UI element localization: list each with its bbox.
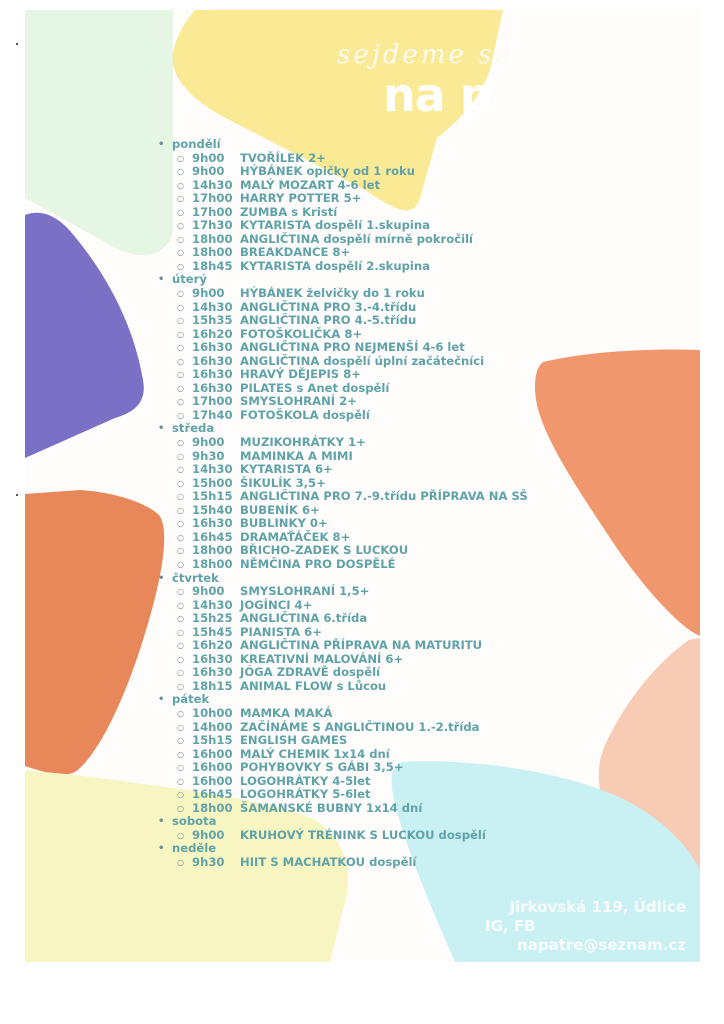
entry-activity: FOTOŠKOLIČKA 8+ (240, 326, 363, 341)
entry-activity: ANGLIČTINA PRO 4.-5.třídu (240, 313, 417, 328)
entry-time: 17h40 (192, 407, 233, 422)
circle-bullet-icon: ○ (177, 532, 184, 542)
circle-bullet-icon: ○ (177, 180, 184, 190)
circle-bullet-icon: ○ (177, 546, 184, 556)
entry-time: 18h00 (192, 543, 233, 558)
entry-time: 10h00 (192, 705, 233, 720)
entry-time: 14h00 (192, 719, 233, 734)
orange-blob (25, 490, 164, 774)
entry-activity: BUBLINKY 0+ (240, 516, 328, 531)
schedule-entry (158, 233, 698, 247)
entry-time: 9h00 (192, 827, 225, 842)
entry-time: 18h45 (192, 258, 233, 273)
schedule-entry (158, 585, 698, 599)
circle-bullet-icon: ○ (177, 668, 184, 678)
entry-time: 15h15 (192, 489, 233, 504)
day-name: neděle (172, 841, 217, 856)
circle-bullet-icon: ○ (177, 492, 184, 502)
bullet-icon: • (158, 816, 165, 828)
schedule-entry (158, 517, 698, 531)
schedule-entry (158, 748, 698, 762)
schedule-entry (158, 761, 698, 775)
schedule-entry (158, 206, 698, 220)
entry-activity: KYTARISTA dospělí 1.skupina (240, 218, 430, 233)
entry-time: 16h20 (192, 326, 233, 341)
entry-time: 16h20 (192, 638, 233, 653)
schedule-entry (158, 463, 698, 477)
entry-activity: KRUHOVÝ TRÉNINK S LUCKOU dospělí (240, 827, 486, 842)
circle-bullet-icon: ○ (177, 600, 184, 610)
schedule-entry (158, 680, 698, 694)
entry-time: 16h30 (192, 367, 233, 382)
entry-activity: HÝBÁNEK želvičky do 1 roku (240, 286, 425, 301)
schedule-entry (158, 707, 698, 721)
schedule-entry (158, 314, 698, 328)
schedule-entry (158, 599, 698, 613)
entry-time: 14h30 (192, 597, 233, 612)
circle-bullet-icon: ○ (177, 749, 184, 759)
circle-bullet-icon: ○ (177, 708, 184, 718)
bullet-icon: • (158, 139, 165, 150)
schedule-entry (158, 639, 698, 653)
entry-time: 18h00 (192, 800, 233, 815)
entry-time: 15h25 (192, 611, 233, 626)
circle-bullet-icon: ○ (177, 356, 184, 366)
schedule-entry (158, 368, 698, 382)
entry-activity: TVOŘÍLEK 2+ (240, 150, 326, 165)
entry-time: 14h30 (192, 462, 233, 477)
schedule-entry (158, 612, 698, 626)
entry-time: 17h00 (192, 204, 233, 219)
circle-bullet-icon: ○ (177, 221, 184, 231)
circle-bullet-icon: ○ (177, 776, 184, 786)
poster (25, 10, 700, 962)
entry-time: 9h00 (192, 286, 225, 301)
schedule-entry (158, 179, 698, 193)
circle-bullet-icon: ○ (177, 261, 184, 271)
circle-bullet-icon: ○ (177, 194, 184, 204)
entry-activity: ANGLIČTINA PRO NEJMENŠÍ 4-6 let (240, 340, 465, 355)
entry-time: 15h15 (192, 733, 233, 748)
entry-time: 9h30 (192, 448, 225, 463)
entry-time: 15h45 (192, 624, 233, 639)
entry-time: 9h00 (192, 164, 225, 179)
circle-bullet-icon: ○ (177, 234, 184, 244)
schedule-entry (158, 219, 698, 233)
entry-time: 9h00 (192, 435, 225, 450)
entry-activity: ANGLIČTINA dospělí mírně pokročilí (240, 231, 474, 246)
entry-time: 16h30 (192, 353, 233, 368)
entry-activity: ŠAMANSKÉ BUBNY 1x14 dní (240, 800, 423, 815)
circle-bullet-icon: ○ (177, 410, 184, 420)
schedule-entry (158, 301, 698, 315)
entry-activity: KYTARISTA dospělí 2.skupina (240, 258, 430, 273)
footer-social: IG, FB (485, 917, 536, 935)
entry-activity: KYTARISTA 6+ (240, 462, 333, 477)
circle-bullet-icon: ○ (177, 736, 184, 746)
entry-activity: ANGLIČTINA 6.třída (240, 611, 368, 626)
entry-time: 16h45 (192, 787, 233, 802)
schedule-entry (158, 409, 698, 423)
entry-activity: ANGLIČTINA dospělí úplní začátečníci (240, 353, 485, 368)
circle-bullet-icon: ○ (177, 397, 184, 407)
entry-time: 9h00 (192, 584, 225, 599)
entry-time: 16h00 (192, 760, 233, 775)
weekly-schedule (158, 138, 698, 870)
day-name: čtvrtek (172, 570, 219, 585)
entry-activity: HIIT S MACHATKOU dospělí (240, 854, 417, 869)
entry-activity: JÓGA ZDRAVĚ dospělí (240, 665, 381, 680)
schedule-entry (158, 287, 698, 301)
schedule-entry (158, 721, 698, 735)
entry-activity: HRAVÝ DĚJEPIS 8+ (240, 367, 361, 382)
schedule-entry (158, 355, 698, 369)
circle-bullet-icon: ○ (177, 248, 184, 258)
entry-activity: ANGLIČTINA PRO 3.-4.třídu (240, 299, 417, 314)
schedule-entry (158, 734, 698, 748)
schedule-entry (158, 856, 698, 870)
circle-bullet-icon: ○ (177, 654, 184, 664)
entry-time: 15h00 (192, 475, 233, 490)
circle-bullet-icon: ○ (177, 830, 184, 840)
entry-activity: ZAČÍNÁME S ANGLIČTINOU 1.-2.třída (240, 719, 480, 734)
circle-bullet-icon: ○ (177, 289, 184, 299)
schedule-entry (158, 504, 698, 518)
circle-bullet-icon: ○ (177, 763, 184, 773)
entry-time: 16h30 (192, 665, 233, 680)
schedule-entry (158, 531, 698, 545)
circle-bullet-icon: ○ (177, 438, 184, 448)
schedule-entry (158, 152, 698, 166)
circle-bullet-icon: ○ (177, 641, 184, 651)
schedule-entry (158, 450, 698, 464)
day-name: sobota (172, 814, 217, 829)
entry-activity: ANGLIČTINA PRO 7.-9.třídu PŘÍPRAVA NA SŠ (240, 489, 528, 504)
entry-activity: LOGOHRÁTKY 5-6let (240, 787, 371, 802)
entry-activity: MALÝ MOZART 4-6 let (240, 177, 381, 192)
footer-email: napatre@seznam.cz (517, 936, 686, 954)
entry-time: 9h00 (192, 150, 225, 165)
entry-activity: HÝBÁNEK opičky od 1 roku (240, 164, 416, 179)
circle-bullet-icon: ○ (177, 587, 184, 597)
entry-time: 17h00 (192, 191, 233, 206)
circle-bullet-icon: ○ (177, 722, 184, 732)
circle-bullet-icon: ○ (177, 383, 184, 393)
entry-activity: MALÝ CHEMIK 1x14 dní (240, 746, 390, 761)
circle-bullet-icon: ○ (177, 316, 184, 326)
day-heading (158, 693, 698, 707)
entry-activity: ZUMBA s Kristí (240, 204, 338, 219)
day-heading (158, 273, 698, 287)
bullet-icon: • (158, 572, 165, 584)
entry-activity: ENGLISH GAMES (240, 733, 348, 748)
schedule-entry (158, 788, 698, 802)
entry-activity: POHYBOVKY S GÁBI 3,5+ (240, 760, 404, 775)
circle-bullet-icon: ○ (177, 614, 184, 624)
schedule-entry (158, 829, 698, 843)
circle-bullet-icon: ○ (177, 167, 184, 177)
circle-bullet-icon: ○ (177, 302, 184, 312)
circle-bullet-icon: ○ (177, 803, 184, 813)
entry-activity: ANIMAL FLOW s Lůcou (240, 678, 387, 693)
day-heading (158, 422, 698, 436)
header-title-text: na p (383, 68, 492, 122)
entry-time: 17h00 (192, 394, 233, 409)
circle-bullet-icon: ○ (177, 451, 184, 461)
entry-activity: MAMINKA A MIMI (240, 448, 353, 463)
scan-dot (16, 43, 18, 45)
day-name: středa (172, 421, 215, 436)
day-name: pondělí (172, 137, 221, 151)
entry-time: 16h30 (192, 340, 233, 355)
day-name: pátek (172, 692, 210, 707)
entry-activity: MUZIKOHRÁTKY 1+ (240, 435, 366, 450)
circle-bullet-icon: ○ (177, 465, 184, 475)
entry-activity: BŘICHO-ZADEK S LUCKOU (240, 543, 409, 558)
entry-time: 16h30 (192, 651, 233, 666)
entry-time: 18h15 (192, 678, 233, 693)
entry-activity: SMYSLOHRANÍ 2+ (240, 394, 357, 409)
entry-time: 9h30 (192, 854, 225, 869)
schedule-entry (158, 192, 698, 206)
bullet-icon: • (158, 423, 165, 435)
day-heading (158, 572, 698, 586)
schedule-entry (158, 490, 698, 504)
entry-activity: PILATES s Anet dospělí (240, 380, 390, 395)
circle-bullet-icon: ○ (177, 681, 184, 691)
entry-time: 17h30 (192, 218, 233, 233)
circle-bullet-icon: ○ (177, 505, 184, 515)
circle-bullet-icon: ○ (177, 857, 184, 867)
entry-activity: FOTOŠKOLA dospělí (240, 407, 370, 422)
schedule-entry (158, 382, 698, 396)
entry-activity: NĚMČINA PRO DOSPĚLÉ (240, 556, 396, 571)
schedule-entry (158, 260, 698, 274)
circle-bullet-icon: ○ (177, 329, 184, 339)
schedule-entry (158, 666, 698, 680)
circle-bullet-icon: ○ (177, 627, 184, 637)
scan-dot (16, 494, 18, 496)
entry-time: 15h40 (192, 502, 233, 517)
entry-activity: ŠIKULÍK 3,5+ (240, 475, 326, 490)
entry-activity: ANGLIČTINA PŘÍPRAVA NA MATURITU (240, 638, 483, 653)
schedule-entry (158, 246, 698, 260)
schedule-entry (158, 395, 698, 409)
schedule-entry (158, 544, 698, 558)
entry-activity: LOGOHRÁTKY 4-5let (240, 773, 371, 788)
entry-time: 18h00 (192, 231, 233, 246)
bullet-icon: • (158, 843, 165, 855)
schedule-entry (158, 775, 698, 789)
entry-time: 16h00 (192, 746, 233, 761)
header-script-text: sejdeme se (337, 40, 513, 70)
entry-activity: DRAMAŤÁČEK 8+ (240, 529, 351, 544)
entry-time: 16h30 (192, 516, 233, 531)
schedule-entry (158, 802, 698, 816)
entry-time: 14h30 (192, 299, 233, 314)
day-heading (158, 138, 698, 152)
entry-time: 18h00 (192, 245, 233, 260)
entry-activity: MAMKA MAKÁ (240, 705, 333, 720)
entry-activity: JOGÍNCI 4+ (240, 597, 313, 612)
schedule-entry (158, 436, 698, 450)
schedule-entry (158, 165, 698, 179)
entry-activity: SMYSLOHRANÍ 1,5+ (240, 584, 370, 599)
entry-activity: BREAKDANCE 8+ (240, 245, 351, 260)
schedule-entry (158, 653, 698, 667)
circle-bullet-icon: ○ (177, 478, 184, 488)
entry-activity: KREATIVNÍ MALOVÁNÍ 6+ (240, 651, 404, 666)
entry-activity: PIANISTA 6+ (240, 624, 322, 639)
schedule-entry (158, 558, 698, 572)
footer-address: Jirkovská 119, Údlice (509, 898, 686, 916)
entry-time: 16h45 (192, 529, 233, 544)
entry-time: 16h30 (192, 380, 233, 395)
circle-bullet-icon: ○ (177, 790, 184, 800)
entry-activity: HARRY POTTER 5+ (240, 191, 362, 206)
day-heading (158, 815, 698, 829)
day-name: úterý (172, 272, 207, 287)
entry-time: 14h30 (192, 177, 233, 192)
day-heading (158, 842, 698, 856)
bullet-icon: • (158, 274, 165, 286)
circle-bullet-icon: ○ (177, 559, 184, 569)
entry-time: 16h00 (192, 773, 233, 788)
entry-activity: BUBENÍK 6+ (240, 502, 320, 517)
entry-time: 18h00 (192, 556, 233, 571)
circle-bullet-icon: ○ (177, 370, 184, 380)
circle-bullet-icon: ○ (177, 207, 184, 217)
entry-time: 15h35 (192, 313, 233, 328)
circle-bullet-icon: ○ (177, 153, 184, 163)
circle-bullet-icon: ○ (177, 343, 184, 353)
schedule-entry (158, 341, 698, 355)
bullet-icon: • (158, 694, 165, 706)
circle-bullet-icon: ○ (177, 519, 184, 529)
